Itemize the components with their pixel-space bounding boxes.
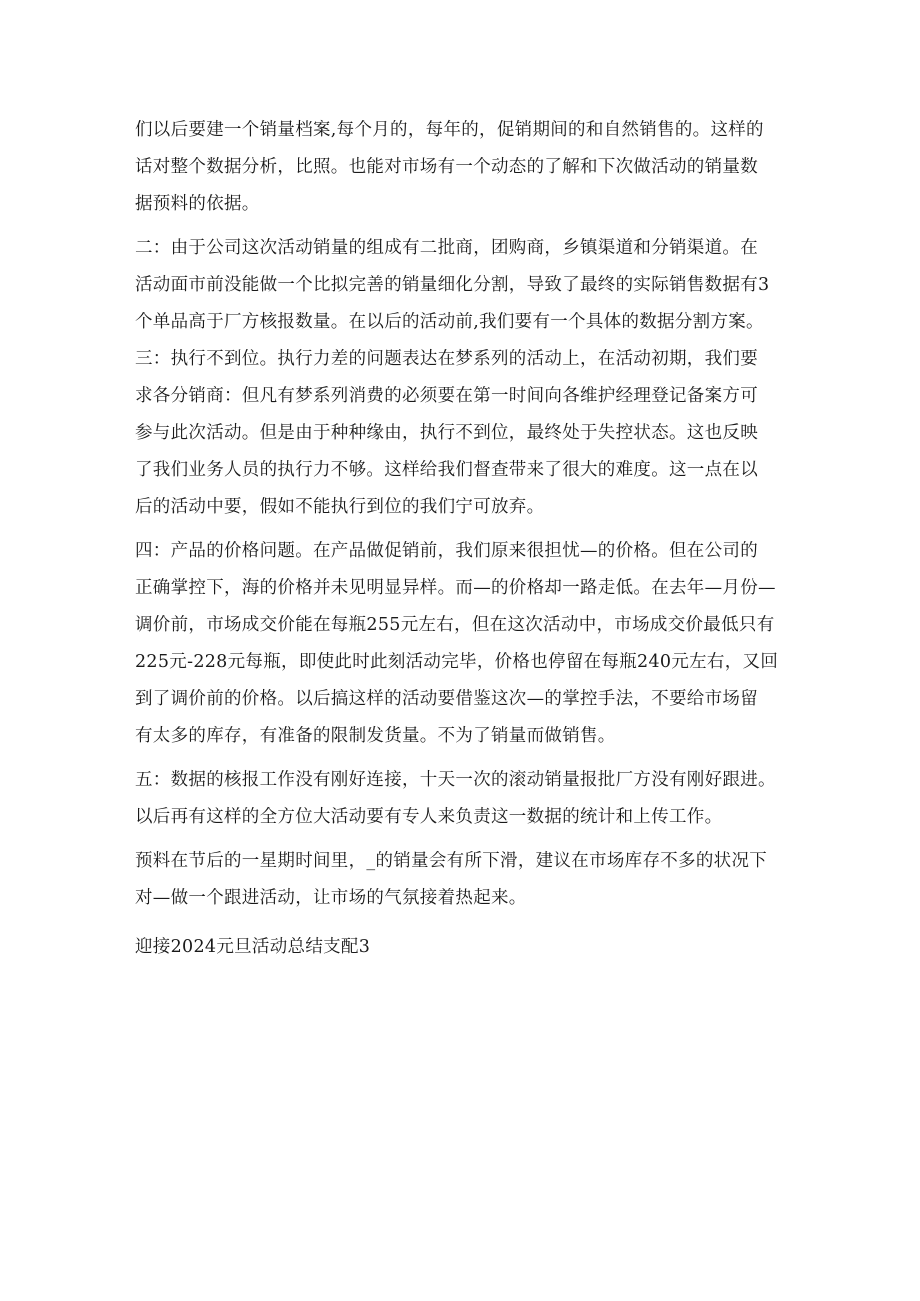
paragraph-forecast xyxy=(135,843,800,917)
paragraph-point-three xyxy=(135,341,800,526)
paragraph-sales-archive xyxy=(135,112,800,223)
text-line: 四：产品的价格问题。在产品做促销前，我们原来很担忧—的价格。但在公司的 xyxy=(135,541,758,561)
text-line: 据预料的依据。 xyxy=(135,194,260,214)
document-page xyxy=(135,112,800,966)
text-line: 二：由于公司这次活动销量的组成有二批商，团购商，乡镇渠道和分销渠道。在 xyxy=(135,238,758,258)
text-line: 对—做一个跟进活动，让市场的气氛接着热起来。 xyxy=(135,888,527,908)
text-line: 活动面市前没能做一个比拟完善的销量细化分割，导致了最终的实际销售数据有3 xyxy=(135,275,770,295)
paragraph-point-two xyxy=(135,230,800,341)
text-line: 正确掌控下，海的价格并未见明显异样。而—的价格却一路走低。在去年—月份— xyxy=(135,578,776,598)
text-line: 求各分销商：但凡有梦系列消费的必须要在第一时间向各维护经理登记备案方可 xyxy=(135,386,758,406)
text-line: 了我们业务人员的执行力不够。这样给我们督查带来了很大的难度。这一点在以 xyxy=(135,460,758,480)
text-line: 225元-228元每瓶，即使此时此刻活动完毕，价格也停留在每瓶240元左右，又回 xyxy=(135,652,779,672)
text-line: 们以后要建一个销量档案,每个月的，每年的，促销期间的和自然销售的。这样的 xyxy=(135,120,764,140)
text-line: 五：数据的核报工作没有刚好连接，十天一次的滚动销量报批厂方没有刚好跟进。 xyxy=(135,770,776,790)
text-line: 预料在节后的一星期时间里，_的销量会有所下滑，建议在市场库存不多的状况下 xyxy=(135,851,768,871)
text-line: 以后再有这样的全方位大活动要有专人来负责这一数据的统计和上传工作。 xyxy=(135,807,723,827)
text-line: 话对整个数据分析，比照。也能对市场有一个动态的了解和下次做活动的销量数 xyxy=(135,157,758,177)
section-heading xyxy=(135,929,800,966)
text-line: 参与此次活动。但是由于种种缘由，执行不到位，最终处于失控状态。这也反映 xyxy=(135,423,758,443)
heading-text: 迎接2024元旦活动总结支配3 xyxy=(135,937,371,957)
text-line: 个单品高于厂方核报数量。在以后的活动前,我们要有一个具体的数据分割方案。 xyxy=(135,312,764,332)
text-line: 有太多的库存，有准备的限制发货量。不为了销量而做销售。 xyxy=(135,726,616,746)
text-line: 后的活动中要，假如不能执行到位的我们宁可放弃。 xyxy=(135,497,545,517)
text-line: 三：执行不到位。执行力差的问题表达在梦系列的活动上，在活动初期，我们要 xyxy=(135,349,758,369)
paragraph-point-four xyxy=(135,533,800,755)
text-line: 到了调价前的价格。以后搞这样的活动要借鉴这次—的掌控手法，不要给市场留 xyxy=(135,689,758,709)
paragraph-point-five xyxy=(135,762,800,836)
text-line: 调价前，市场成交价能在每瓶255元左右，但在这次活动中，市场成交价最低只有 xyxy=(135,615,775,635)
